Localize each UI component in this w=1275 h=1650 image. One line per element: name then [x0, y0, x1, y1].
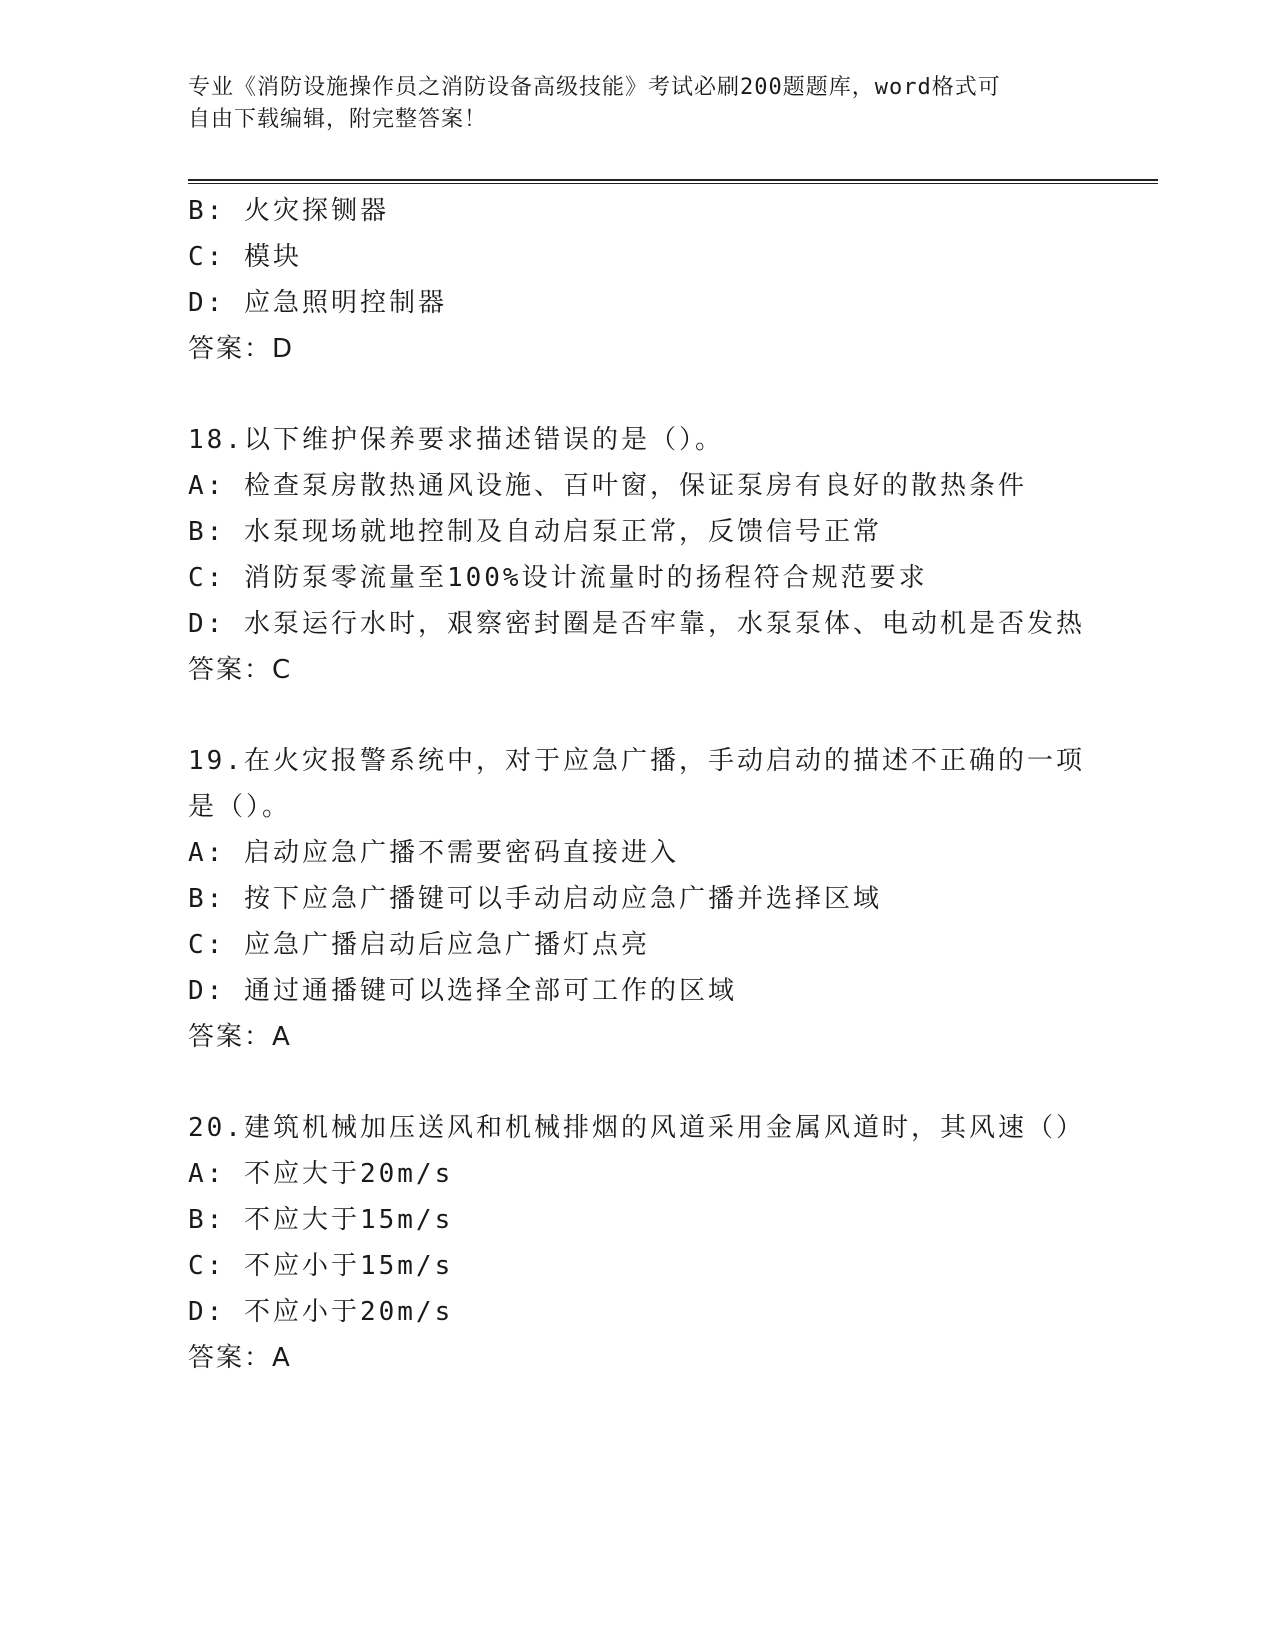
answer: 答案：A	[188, 1022, 292, 1052]
option-a: A: 检查泵房散热通风设施、百叶窗，保证泵房有良好的散热条件	[188, 471, 1027, 501]
question-20	[188, 1105, 1188, 1381]
option-b: B: 不应大于15m/s	[188, 1205, 454, 1235]
option-d: D: 应急照明控制器	[188, 288, 447, 318]
option-c: C: 模块	[188, 242, 302, 272]
option-d: D: 水泵运行水时，艰察密封圈是否牢靠，水泵泵体、电动机是否发热	[188, 609, 1085, 639]
option-c: C: 消防泵零流量至100%设计流量时的扬程符合规范要求	[188, 563, 928, 593]
page-header	[188, 72, 1068, 136]
question-stem: 19.在火灾报警系统中，对于应急广播，手动启动的描述不正确的一项	[188, 746, 1085, 776]
option-c: C: 应急广播启动后应急广播灯点亮	[188, 930, 650, 960]
option-d: D: 不应小于20m/s	[188, 1297, 454, 1327]
question-19	[188, 738, 1188, 1060]
question-stem-continued: 是（）。	[188, 792, 292, 822]
answer: 答案：C	[188, 655, 293, 685]
header-line-2: 自由下载编辑，附完整答案！	[188, 107, 488, 132]
option-b: B: 按下应急广播键可以手动启动应急广播并选择区域	[188, 884, 882, 914]
option-c: C: 不应小于15m/s	[188, 1251, 454, 1281]
question-17-continued	[188, 188, 1188, 372]
option-a: A: 不应大于20m/s	[188, 1159, 454, 1189]
answer: 答案：D	[188, 334, 295, 364]
header-divider	[188, 179, 1158, 184]
question-18	[188, 417, 1188, 693]
document-body	[188, 188, 1188, 1381]
question-stem: 18.以下维护保养要求描述错误的是（）。	[188, 425, 724, 455]
option-b: B: 火灾探铡器	[188, 196, 389, 226]
header-line-1: 专业《消防设施操作员之消防设备高级技能》考试必刷200题题库，word格式可	[188, 75, 1001, 100]
answer: 答案：A	[188, 1343, 292, 1373]
option-b: B: 水泵现场就地控制及自动启泵正常，反馈信号正常	[188, 517, 882, 547]
question-stem: 20.建筑机械加压送风和机械排烟的风道采用金属风道时，其风速（）	[188, 1113, 1085, 1143]
option-d: D: 通过通播键可以选择全部可工作的区域	[188, 976, 737, 1006]
option-a: A: 启动应急广播不需要密码直接进入	[188, 838, 679, 868]
